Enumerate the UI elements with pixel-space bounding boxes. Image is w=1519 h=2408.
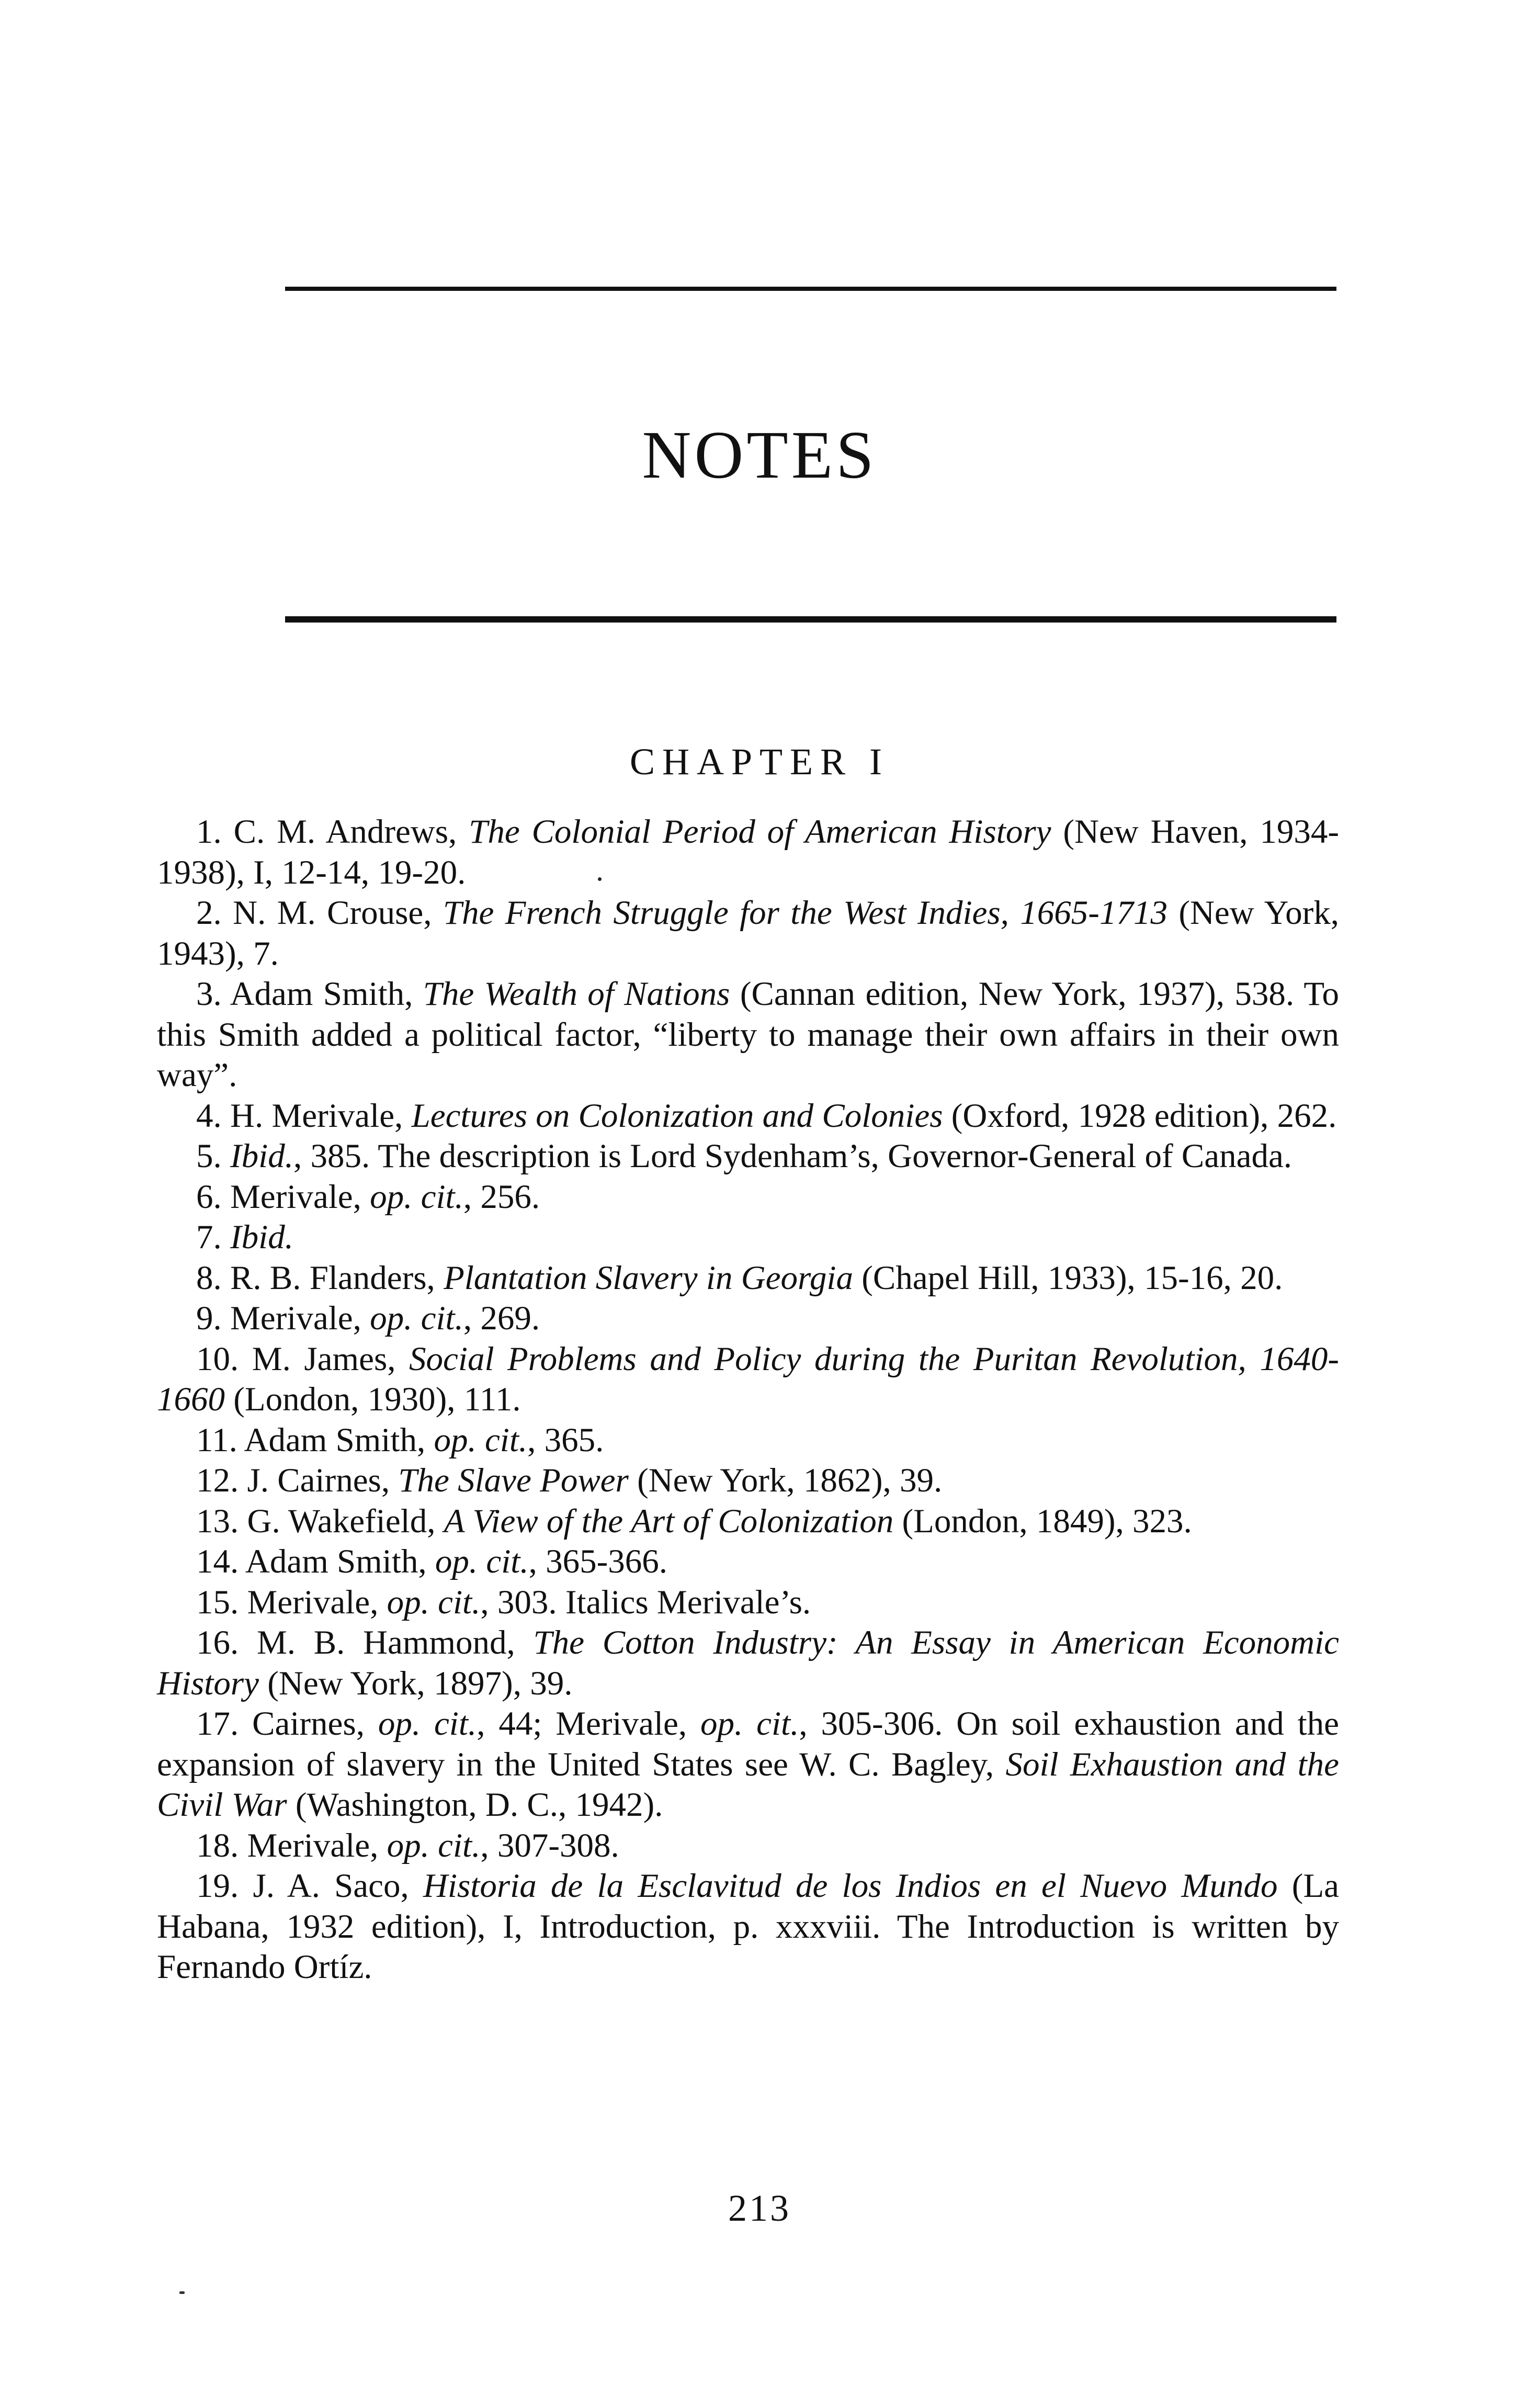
note-title-italic: op. cit. <box>434 1421 528 1459</box>
note-text: (New Haven, 1934-1938), I, 12-14, 19-20. <box>157 813 1339 891</box>
note-text: (London, 1849), 323. <box>893 1502 1192 1540</box>
note-item <box>157 1339 1339 1420</box>
page-title: NOTES <box>642 417 877 493</box>
note-title-italic: The Wealth of Nations <box>423 975 730 1013</box>
note-title-italic: op. cit. <box>370 1299 463 1337</box>
note-item <box>157 893 1339 974</box>
note-text: , 365. <box>527 1421 604 1459</box>
note-item <box>157 974 1339 1096</box>
note-text: (Cannan edition, New York, 1937), 538. To this Smith added a political factor, “liberty to manage their own affairs in their own way”. <box>157 975 1339 1094</box>
chapter-heading: CHAPTER I <box>629 741 890 783</box>
note-title-italic: op. cit. <box>387 1583 481 1621</box>
note-text: N. M. Crouse, <box>233 894 443 932</box>
note-title-italic: The Slave Power <box>398 1462 629 1499</box>
note-text: (New York, 1897), 39. <box>259 1664 573 1702</box>
note-text: , 44; Merivale, <box>477 1705 700 1743</box>
note-item <box>157 1501 1339 1542</box>
note-title-italic: Social Problems and Policy during the Puritan Revolution, 1640-1660 <box>157 1340 1339 1418</box>
note-item <box>157 1461 1339 1501</box>
note-item <box>157 1258 1339 1299</box>
note-number: 12. <box>196 1462 247 1499</box>
note-number: 15. <box>196 1583 247 1621</box>
note-text: (Washington, D. C., 1942). <box>287 1786 663 1824</box>
note-text: (New York, 1943), 7. <box>157 894 1339 973</box>
note-text: , 385. The description is Lord Sydenham’s, Governor-General of Canada. <box>293 1137 1293 1175</box>
note-title-italic: op. cit. <box>387 1826 481 1864</box>
note-number: 14. <box>196 1543 245 1580</box>
note-item <box>157 1298 1339 1339</box>
note-number: 19. <box>196 1867 253 1905</box>
notes-list <box>157 812 1339 1988</box>
note-title-italic: The Colonial Period of American History <box>469 813 1051 851</box>
note-item <box>157 1582 1339 1623</box>
note-item <box>157 1866 1339 1988</box>
note-text: Adam Smith, <box>245 1543 435 1580</box>
note-text: Adam Smith, <box>230 975 423 1013</box>
note-text: , 305-306. On soil exhaustion and the expansion of slavery in the United States see W. C. Bagley, <box>157 1705 1340 1783</box>
note-title-italic: The French Struggle for the West Indies, 1665-1713 <box>443 894 1167 932</box>
note-title-italic: op. cit. <box>700 1705 799 1743</box>
note-item <box>157 1826 1339 1867</box>
note-number: 1. <box>196 813 234 851</box>
note-text: (New York, 1862), 39. <box>628 1462 943 1499</box>
note-item <box>157 1217 1339 1258</box>
note-title-italic: op. cit. <box>378 1705 477 1743</box>
top-rule <box>285 287 1336 291</box>
note-text: (London, 1930), 111. <box>225 1381 521 1418</box>
note-number: 9. <box>196 1299 230 1337</box>
note-text: (Chapel Hill, 1933), 15-16, 20. <box>853 1259 1283 1297</box>
note-text: Merivale, <box>230 1299 370 1337</box>
note-number: 16. <box>196 1624 257 1661</box>
note-item <box>157 1542 1339 1582</box>
note-title-italic: op. cit. <box>370 1178 463 1216</box>
note-number: 2. <box>196 894 233 932</box>
note-number: 6. <box>196 1178 230 1216</box>
note-text: , 307-308. <box>480 1826 619 1864</box>
note-title-italic: op. cit. <box>435 1543 529 1580</box>
note-item <box>157 812 1339 893</box>
note-item <box>157 1177 1339 1218</box>
note-title-italic: Historia de la Esclavitud de los Indios en el Nuevo Mundo <box>423 1867 1278 1905</box>
note-title-italic: Ibid. <box>230 1137 293 1175</box>
note-number: 3. <box>196 975 230 1013</box>
note-text: J. A. Saco, <box>253 1867 423 1905</box>
note-item <box>157 1420 1339 1461</box>
note-title-italic: Soil Exhaustion and the Civil War <box>157 1745 1339 1824</box>
note-title-italic: The Cotton Industry: An Essay in American Economic History <box>157 1624 1340 1702</box>
note-number: 8. <box>196 1259 230 1297</box>
note-number: 17. <box>196 1705 253 1743</box>
note-text: C. M. Andrews, <box>233 813 469 851</box>
note-text: , 365-366. <box>528 1543 667 1580</box>
note-text: G. Wakefield, <box>247 1502 444 1540</box>
title-rule <box>285 616 1336 623</box>
note-text: R. B. Flanders, <box>230 1259 444 1297</box>
note-text: , 256. <box>463 1178 540 1216</box>
note-number: 11. <box>196 1421 244 1459</box>
note-item <box>157 1704 1339 1826</box>
note-text: Merivale, <box>230 1178 370 1216</box>
note-text: (Oxford, 1928 edition), 262. <box>943 1096 1337 1135</box>
note-text: Adam Smith, <box>244 1421 434 1459</box>
note-text: Merivale, <box>247 1583 387 1621</box>
print-mark <box>179 2291 185 2294</box>
note-text: Merivale, <box>247 1826 387 1864</box>
note-item <box>157 1096 1339 1137</box>
note-item <box>157 1136 1339 1177</box>
note-text: H. Merivale, <box>230 1096 412 1135</box>
note-title-italic: Ibid. <box>230 1218 293 1256</box>
note-text: (La Habana, 1932 edition), I, Introduction, p. xxxviii. The Introduction is written by Fernando Ortíz. <box>157 1867 1340 1986</box>
note-text: , 269. <box>463 1299 540 1337</box>
note-number: 4. <box>196 1096 230 1135</box>
note-text: J. Cairnes, <box>247 1462 399 1499</box>
note-number: 10. <box>196 1340 252 1378</box>
note-text: M. B. Hammond, <box>256 1624 534 1661</box>
note-title-italic: Lectures on Colonization and Colonies <box>411 1096 943 1135</box>
note-text: M. James, <box>252 1340 410 1378</box>
note-number: 5. <box>196 1137 230 1175</box>
note-title-italic: A View of the Art of Colonization <box>444 1502 894 1540</box>
page-number: 213 <box>728 2187 791 2229</box>
note-number: 13. <box>196 1502 247 1540</box>
note-text: Cairnes, <box>252 1705 378 1743</box>
note-number: 18. <box>196 1826 247 1864</box>
note-title-italic: Plantation Slavery in Georgia <box>444 1259 853 1297</box>
note-text: , 303. Italics Merivale’s. <box>480 1583 811 1621</box>
note-item <box>157 1623 1339 1704</box>
note-number: 7. <box>196 1218 230 1256</box>
